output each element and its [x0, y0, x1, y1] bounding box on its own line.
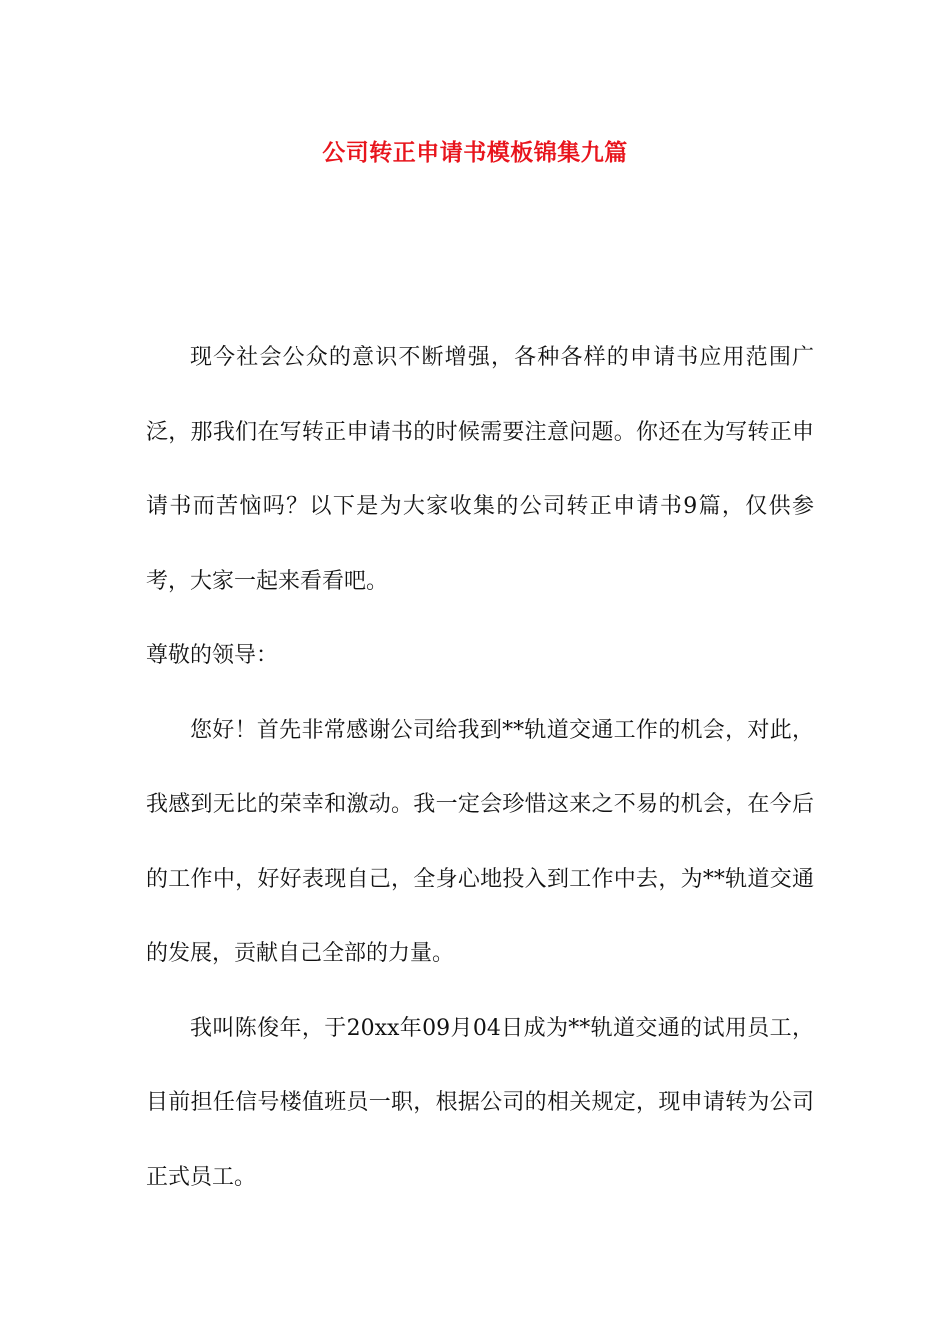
document-body [146, 321, 814, 1215]
salutation: 尊敬的领导： [146, 643, 279, 668]
greeting-paragraph: 您好！首先非常感谢公司给我到**轨道交通工作的机会，对此，我感到无比的荣幸和激动。我一定会珍惜这来之不易的机会，在今后的工作中，好好表现自己，全身心地投入到工作中去，为**轨道交通的发展，贡献自己全部的力量。 [146, 717, 814, 966]
self-introduction-paragraph: 我叫陈俊年，于20xx年09月04日成为**轨道交通的试用员工，目前担任信号楼值班员一职，根据公司的相关规定，现申请转为公司正式员工。 [146, 1015, 814, 1190]
intro-paragraph: 现今社会公众的意识不断增强，各种各样的申请书应用范围广泛，那我们在写转正申请书的时候需要注意问题。你还在为写转正申请书而苦恼吗？以下是为大家收集的公司转正申请书9篇，仅供参考，大家一起来看看吧。 [146, 345, 814, 594]
document-title: 公司转正申请书模板锦集九篇 [322, 140, 628, 166]
